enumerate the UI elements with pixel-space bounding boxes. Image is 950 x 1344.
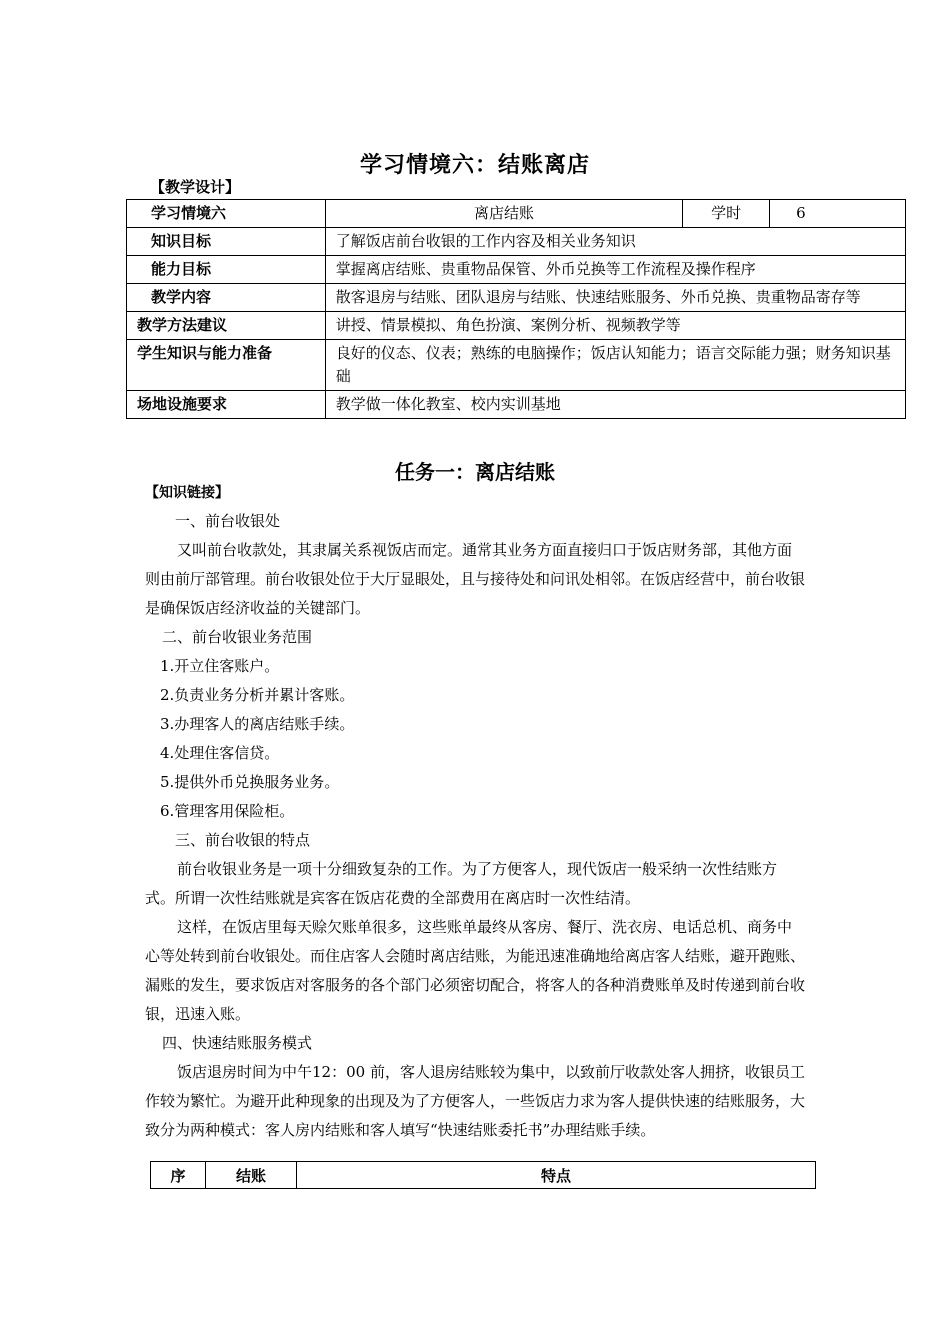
row-label: 知识目标 — [127, 228, 326, 256]
checkout-mode-table — [150, 1161, 816, 1189]
table-row — [127, 391, 906, 419]
column-header: 序 — [151, 1162, 206, 1189]
section-heading: 一、前台收银处 — [175, 512, 281, 530]
section-heading: 四、快速结账服务模式 — [162, 1034, 313, 1052]
row-label: 学生知识与能力准备 — [127, 340, 326, 391]
column-header: 结账 — [206, 1162, 297, 1189]
row-label: 能力目标 — [127, 256, 326, 284]
paragraph: 这样，在饭店里每天赊欠账单很多，这些账单最终从客房、餐厅、洗衣房、电话总机、商务中心等处转到前台收银处。而住店客人会随时离店结账，为能迅速准确地给离店客人结账，避开跑账、漏账的发生，要求饭店对客服务的各个部门必须密切配合，将客人的各种消费账单及时传递到前台收银，迅速入账。 — [145, 918, 806, 1023]
table-row — [127, 312, 906, 340]
column-header: 特点 — [297, 1162, 816, 1189]
list-item: 4.处理住客信贷。 — [160, 744, 280, 762]
row-label: 教学内容 — [127, 284, 326, 312]
hours-value: 6 — [770, 200, 906, 228]
paragraph: 又叫前台收款处，其隶属关系视饭店而定。通常其业务方面直接归口于饭店财务部，其他方面则由前厅部管理。前台收银处位于大厅显眼处，且与接待处和问讯处相邻。在饭店经营中，前台收银是确保饭店经济收益的关键部门。 — [145, 541, 806, 617]
hours-label: 学时 — [683, 200, 770, 228]
unit-name: 离店结账 — [325, 200, 682, 228]
row-value: 教学做一体化教室、校内实训基地 — [325, 391, 905, 419]
list-item: 2.负责业务分析并累计客账。 — [160, 686, 355, 704]
row-value: 掌握离店结账、贵重物品保管、外币兑换等工作流程及操作程序 — [325, 256, 905, 284]
row-value: 了解饭店前台收银的工作内容及相关业务知识 — [325, 228, 905, 256]
table-row — [127, 228, 906, 256]
section-heading: 三、前台收银的特点 — [175, 831, 311, 849]
list-item: 3.办理客人的离店结账手续。 — [160, 715, 355, 733]
table-row — [127, 256, 906, 284]
list-item: 6.管理客用保险柜。 — [160, 802, 295, 820]
table-header-row — [151, 1162, 816, 1189]
list-item: 5.提供外币兑换服务业务。 — [160, 773, 340, 791]
page-title: 学习情境六：结账离店 — [359, 153, 590, 178]
section-heading: 二、前台收银业务范围 — [162, 628, 313, 646]
list-item: 1.开立住客账户。 — [160, 657, 280, 675]
row-value: 讲授、情景模拟、角色扮演、案例分析、视频教学等 — [325, 312, 905, 340]
paragraph: 前台收银业务是一项十分细致复杂的工作。为了方便客人，现代饭店一般采纳一次性结账方式。所谓一次性结账就是宾客在饭店花费的全部费用在离店时一次性结清。 — [145, 860, 778, 907]
table-row — [127, 284, 906, 312]
table-row — [127, 200, 906, 228]
knowledge-heading: 【知识链接】 — [145, 485, 229, 501]
row-label: 教学方法建议 — [127, 312, 326, 340]
teaching-design-heading: 【教学设计】 — [150, 178, 241, 196]
table-row — [127, 340, 906, 391]
row-value: 良好的仪态、仪表；熟练的电脑操作；饭店认知能力；语言交际能力强；财务知识基础 — [325, 340, 905, 391]
row-label: 学习情境六 — [127, 200, 326, 228]
teaching-design-table — [126, 199, 906, 419]
knowledge-body — [145, 507, 805, 1145]
row-value: 散客退房与结账、团队退房与结账、快速结账服务、外币兑换、贵重物品寄存等 — [325, 284, 905, 312]
paragraph: 饭店退房时间为中午12：00 前，客人退房结账较为集中，以致前厅收款处客人拥挤，收银员工作较为繁忙。为避开此种现象的出现及为了方便客人，一些饭店力求为客人提供快速的结账服务，大致分为两种模式：客人房内结账和客人填写“快速结账委托书”办理结账手续。 — [145, 1063, 806, 1139]
row-label: 场地设施要求 — [127, 391, 326, 419]
task-title: 任务一：离店结账 — [395, 460, 555, 484]
